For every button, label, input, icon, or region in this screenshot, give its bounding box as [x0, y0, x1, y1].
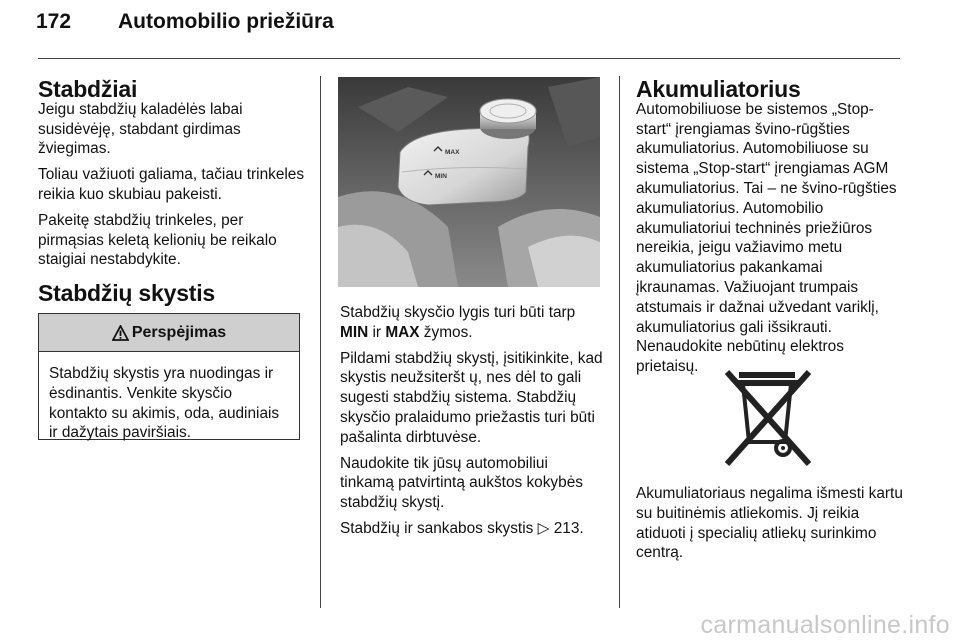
crossed-out-wheelie-bin-icon [717, 366, 821, 470]
warning-header [39, 314, 299, 352]
heading-battery: Akumuliatorius [636, 76, 801, 102]
reservoir-max-mark: MAX [445, 149, 460, 156]
watermark: carmanualsonline.info [700, 611, 950, 639]
marks-text: žymos. [419, 323, 473, 341]
warning-box [38, 313, 300, 440]
column-divider-2 [619, 76, 620, 608]
and-text: ir [368, 323, 386, 341]
brakes-paragraph-3: Pakeitę stabdžių trinkeles, per pirmąsias keletą kelionių be reikalo staigiai nestabdykite. [38, 211, 277, 269]
heading-brakes: Stabdžiai [38, 76, 138, 102]
warning-triangle-icon [112, 325, 129, 341]
reference-text: Stabdžių ir sankabos skystis [340, 519, 538, 537]
section-title: Automobilio priežiūra [118, 10, 334, 33]
header-divider [38, 58, 900, 59]
reservoir-min-mark: MIN [435, 173, 447, 180]
middle-column [340, 303, 606, 545]
fluid-quality-paragraph: Naudokite tik jūsų automobiliui tinkamą patvirtintą aukštos kokybės stabdžių skystį. [340, 454, 583, 512]
warning-heading: Perspėjimas [131, 323, 227, 341]
heading-brake-fluid: Stabdžių skystis [38, 280, 216, 307]
fluid-fill-paragraph: Pildami stabdžių skystį, įsitikinkite, kad skystis neužsiteršt ų, nes dėl to gali sugesti stabdžių sistema. Stabdžių skysčio pralaidumo priežastis turi būti pašalinta dirbtuvėse. [340, 349, 603, 446]
warning-text: Stabdžių skystis yra nuodingas ir ėsdinantis. Venkite skysčio kontakto su akimis, oda, audiniais ir dažytais paviršiais. [49, 365, 280, 442]
battery-paragraph-1: Automobiliuose be sistemos „Stop-start“ įrengiamas švino-rūgšties akumuliatorius. Automobiliuose su sistema „Stop-start“ įrengiamas AGM akumuliatorius. Tai – ne švino-rūgšties akumuliatorius. Automobilio akumuliatoriui techninės priežiūros nereikia, jeigu važiavimo metu akumuliatorius pakankamai įkraunamas. Važiuojant trumpais atstumais ir dažnai užvedant variklį, akumuliatorius gali išsikrauti. Nenaudokite nebūtinų elektros prietaisų. [636, 100, 897, 376]
brakes-paragraph-2: Toliau važiuoti galiama, tačiau trinkeles reikia kuo skubiau pakeisti. [38, 166, 305, 203]
brake-fluid-reservoir-photo [338, 77, 600, 287]
page-header [36, 10, 334, 34]
fluid-level-paragraph [340, 303, 606, 343]
column-divider-1 [320, 76, 321, 608]
left-column [38, 76, 310, 307]
right-column [636, 76, 906, 383]
battery-paragraph-2: Akumuliatoriaus negalima išmesti kartu su buitinėmis atliekomis. Jį reikia atiduoti į specialių atliekų surinkimo centrą. [636, 485, 903, 562]
brakes-paragraph-1: Jeigu stabdžių kaladėlės labai susidėvėję, stabdant girdimas žviegimas. [38, 100, 243, 158]
max-label: MAX [385, 323, 420, 341]
fluid-level-text: Stabdžių skysčio lygis turi būti tarp [340, 304, 576, 321]
page-reference-arrow-icon: ▷ [537, 519, 550, 537]
page-number: 172 [36, 10, 72, 33]
fluid-reference-paragraph [340, 519, 606, 539]
battery-disposal-column [636, 484, 906, 569]
min-label: MIN [340, 323, 369, 341]
page-reference-link[interactable]: 213. [553, 519, 584, 537]
